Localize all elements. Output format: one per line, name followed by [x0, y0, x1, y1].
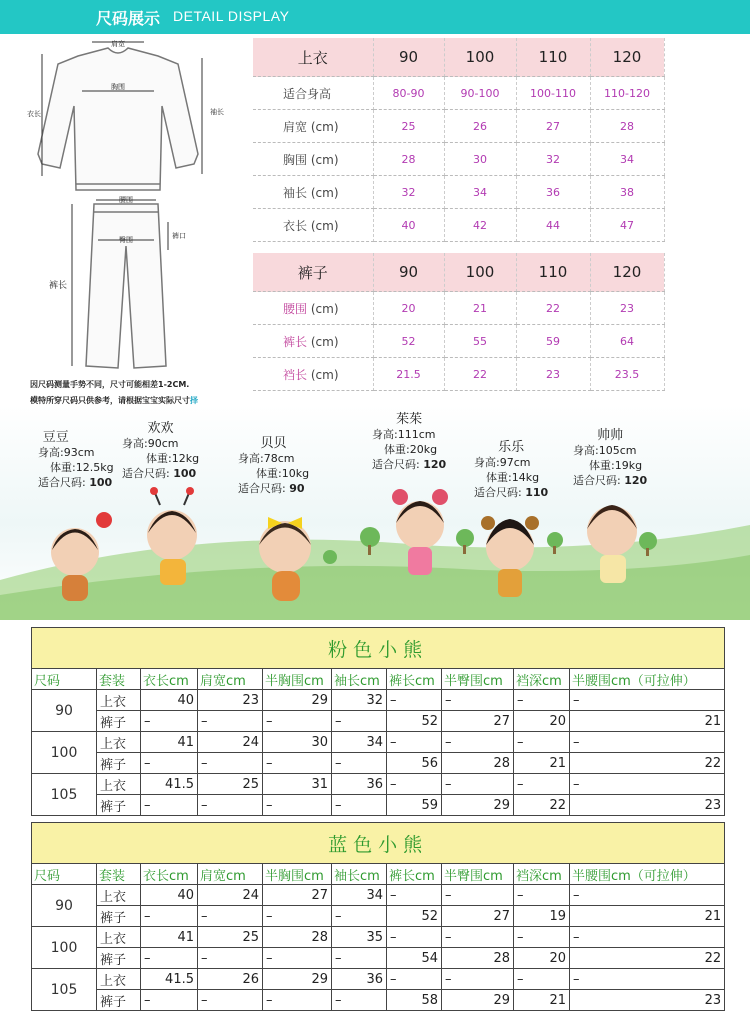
table-cell: –: [141, 753, 198, 774]
table-cell: 25: [373, 110, 444, 143]
chest-label: 胸围: [111, 83, 125, 91]
model-height: 身高:93cm: [38, 446, 95, 459]
table-cell: –: [263, 906, 332, 927]
set-type-cell: 裤子: [97, 795, 141, 816]
table-cell: 22: [516, 292, 590, 325]
table-cell: 40: [141, 885, 198, 906]
row-label: 袖长 (cm): [253, 176, 373, 209]
table-cell: –: [514, 969, 570, 990]
model-info-lele: [474, 440, 548, 500]
table-cell: –: [387, 969, 442, 990]
set-type-cell: 上衣: [97, 690, 141, 711]
model-size: 适合尺码: 100: [38, 476, 113, 489]
table-cell: –: [442, 690, 514, 711]
table-cell: 31: [263, 774, 332, 795]
table-cell: –: [442, 732, 514, 753]
model-weight: 体重:12.5kg: [50, 461, 114, 474]
table-cell: –: [263, 948, 332, 969]
model-info-doudou: [38, 430, 114, 490]
column-header: 衣长cm: [141, 864, 198, 885]
set-type-cell: 裤子: [97, 948, 141, 969]
table-cell: –: [332, 948, 387, 969]
table-cell: –: [570, 927, 725, 948]
waist-label: 腰围: [119, 196, 133, 204]
header-cell: 裤子: [253, 253, 373, 292]
model-size: 适合尺码: 90: [238, 482, 305, 495]
table-cell: –: [263, 711, 332, 732]
table-cell: 28: [442, 753, 514, 774]
table-cell: 34: [332, 732, 387, 753]
table-cell: –: [387, 774, 442, 795]
table-cell: 25: [198, 927, 263, 948]
table-row: [253, 358, 664, 391]
size-cell: 105: [32, 774, 97, 816]
table-row: [253, 325, 664, 358]
table-cell: –: [141, 711, 198, 732]
column-header: 尺码: [32, 669, 97, 690]
model-info-beibei: [238, 436, 309, 496]
table-cell: 21: [514, 753, 570, 774]
table-cell: –: [141, 795, 198, 816]
table-cell: –: [514, 885, 570, 906]
table-cell: 19: [514, 906, 570, 927]
table-cell: 29: [442, 990, 514, 1011]
table-cell: 41: [141, 732, 198, 753]
table-cell: 44: [516, 209, 590, 242]
table-cell: –: [332, 795, 387, 816]
table-cell: 28: [263, 927, 332, 948]
table-cell: 27: [442, 906, 514, 927]
table-cell: 59: [387, 795, 442, 816]
table-cell: –: [570, 969, 725, 990]
table-cell: 36: [516, 176, 590, 209]
table-cell: –: [332, 711, 387, 732]
column-header: 裤长cm: [387, 669, 442, 690]
table-cell: 22: [514, 795, 570, 816]
column-header: 袖长cm: [332, 669, 387, 690]
pink-bear-size-table: [31, 627, 725, 816]
column-header: 套装: [97, 864, 141, 885]
set-type-cell: 上衣: [97, 774, 141, 795]
pants-drawing-icon: [86, 204, 166, 368]
table-cell: 27: [516, 110, 590, 143]
model-name: 豆豆: [42, 430, 69, 445]
measurement-diagram: [20, 36, 245, 411]
table-cell: –: [141, 990, 198, 1011]
table-cell: –: [198, 753, 263, 774]
row-label: 腰围 (cm): [253, 292, 373, 325]
table-title: 蓝色小熊: [32, 823, 725, 864]
model-info-zhuzhu: [372, 412, 446, 472]
table-cell: 36: [332, 969, 387, 990]
table-row: [253, 110, 664, 143]
table-cell: 41.5: [141, 774, 198, 795]
table-cell: 36: [332, 774, 387, 795]
rise-label: 裤口: [172, 232, 186, 240]
set-type-cell: 裤子: [97, 711, 141, 732]
table-header-row: [253, 38, 664, 77]
table-cell: –: [570, 690, 725, 711]
table-cell: 21: [570, 711, 725, 732]
table-row: [32, 948, 725, 969]
note-line-1: 因尺码测量手势不同，尺寸可能相差1-2CM.: [30, 380, 190, 389]
model-size: 适合尺码: 100: [122, 467, 197, 480]
table-row: [32, 753, 725, 774]
table-cell: 21: [514, 990, 570, 1011]
table-row: [32, 885, 725, 906]
size-cell: 90: [32, 690, 97, 732]
table-cell: 23: [570, 990, 725, 1011]
table-cell: –: [514, 774, 570, 795]
section-subtitle: DETAIL DISPLAY: [173, 8, 290, 24]
table-cell: 100-110: [516, 77, 590, 110]
column-header: 衣长cm: [141, 669, 198, 690]
hip-label: 臀围: [119, 236, 133, 244]
table-cell: 32: [332, 690, 387, 711]
table-cell: 20: [514, 711, 570, 732]
model-weight: 体重:20kg: [384, 443, 438, 456]
table-cell: 55: [444, 325, 516, 358]
table-cell: 27: [442, 711, 514, 732]
table-cell: 52: [373, 325, 444, 358]
model-height: 身高:90cm: [122, 437, 179, 450]
table-cell: –: [442, 927, 514, 948]
table-cell: 54: [387, 948, 442, 969]
table-cell: –: [514, 690, 570, 711]
table-cell: 22: [570, 948, 725, 969]
row-label: 胸围 (cm): [253, 143, 373, 176]
table-cell: 22: [444, 358, 516, 391]
set-type-cell: 上衣: [97, 885, 141, 906]
column-header: 肩宽cm: [198, 669, 263, 690]
size-cell: 100: [32, 927, 97, 969]
table-cell: –: [263, 753, 332, 774]
table-cell: –: [387, 885, 442, 906]
table-cell: 26: [198, 969, 263, 990]
table-cell: –: [387, 690, 442, 711]
size-cell: 90: [32, 885, 97, 927]
table-cell: –: [198, 711, 263, 732]
note-line-2: 模特所穿尺码只供参考，请根据宝宝实际尺寸: [30, 396, 190, 405]
note-link[interactable]: 择: [190, 396, 198, 405]
table-cell: 56: [387, 753, 442, 774]
model-size: 适合尺码: 110: [474, 486, 549, 499]
column-header-row: [32, 864, 725, 885]
table-cell: 21.5: [373, 358, 444, 391]
table-cell: –: [570, 885, 725, 906]
header-cell: 90: [373, 253, 444, 292]
table-cell: 58: [387, 990, 442, 1011]
table-cell: 110-120: [590, 77, 664, 110]
table-row: [253, 292, 664, 325]
table-cell: 25: [198, 774, 263, 795]
table-cell: 64: [590, 325, 664, 358]
model-weight: 体重:10kg: [256, 467, 310, 480]
header-cell: 120: [590, 38, 664, 77]
table-cell: –: [442, 774, 514, 795]
table-cell: –: [570, 732, 725, 753]
section-title: 尺码展示: [96, 9, 161, 28]
table-cell: 59: [516, 325, 590, 358]
table-cell: –: [387, 732, 442, 753]
column-header-row: [32, 669, 725, 690]
table-cell: –: [198, 906, 263, 927]
table-cell: 21: [570, 906, 725, 927]
table-cell: 38: [590, 176, 664, 209]
table-cell: 29: [263, 690, 332, 711]
table-cell: 41: [141, 927, 198, 948]
header-cell: 100: [444, 38, 516, 77]
table-cell: 30: [444, 143, 516, 176]
model-height: 身高:105cm: [573, 444, 637, 457]
shoulder-label: 肩宽: [111, 40, 125, 48]
column-header: 半腰围cm（可拉伸）: [570, 864, 725, 885]
table-cell: 52: [387, 711, 442, 732]
model-info-shuaishuai: [573, 428, 647, 488]
table-cell: 32: [516, 143, 590, 176]
table-cell: 24: [198, 885, 263, 906]
table-cell: 30: [263, 732, 332, 753]
table-cell: 34: [444, 176, 516, 209]
table-cell: –: [263, 795, 332, 816]
top-size-table: [253, 38, 665, 242]
model-height: 身高:78cm: [238, 452, 295, 465]
table-cell: –: [198, 948, 263, 969]
table-cell: 40: [141, 690, 198, 711]
column-header: 袖长cm: [332, 864, 387, 885]
table-row: [32, 795, 725, 816]
column-header: 半腰围cm（可拉伸）: [570, 669, 725, 690]
model-weight: 体重:19kg: [589, 459, 643, 472]
table-cell: 23: [590, 292, 664, 325]
table-header-row: [253, 253, 664, 292]
table-cell: 28: [442, 948, 514, 969]
table-row: [32, 969, 725, 990]
table-cell: –: [514, 732, 570, 753]
length-label: 衣长: [27, 110, 41, 118]
table-cell: 40: [373, 209, 444, 242]
table-row: [32, 732, 725, 753]
table-row: [32, 774, 725, 795]
table-row: [32, 990, 725, 1011]
model-name: 乐乐: [498, 440, 525, 455]
size-cell: 100: [32, 732, 97, 774]
model-weight: 体重:12kg: [146, 452, 200, 465]
sleeve-label: 袖长: [210, 108, 224, 116]
table-row: [32, 927, 725, 948]
table-cell: –: [570, 774, 725, 795]
shirt-drawing-icon: [38, 48, 198, 190]
table-cell: 52: [387, 906, 442, 927]
header-cell: 90: [373, 38, 444, 77]
table-row: [32, 690, 725, 711]
table-cell: 42: [444, 209, 516, 242]
table-cell: 28: [373, 143, 444, 176]
model-weight: 体重:14kg: [486, 471, 540, 484]
set-type-cell: 上衣: [97, 927, 141, 948]
table-row: [32, 711, 725, 732]
model-height: 身高:111cm: [372, 428, 436, 441]
table-cell: 26: [444, 110, 516, 143]
table-cell: –: [141, 906, 198, 927]
table-cell: 34: [590, 143, 664, 176]
column-header: 裆深cm: [514, 864, 570, 885]
table-cell: –: [141, 948, 198, 969]
table-cell: –: [332, 753, 387, 774]
set-type-cell: 上衣: [97, 969, 141, 990]
table-row: [32, 906, 725, 927]
model-info-huanhuan: [122, 421, 199, 481]
table-cell: –: [198, 795, 263, 816]
table-cell: 27: [263, 885, 332, 906]
model-size: 适合尺码: 120: [372, 458, 447, 471]
table-cell: –: [514, 927, 570, 948]
row-label: 裆长 (cm): [253, 358, 373, 391]
pants-length-label: 裤长: [48, 281, 68, 291]
set-type-cell: 上衣: [97, 732, 141, 753]
column-header: 半胸围cm: [263, 864, 332, 885]
model-name: 贝贝: [260, 436, 287, 451]
model-height: 身高:97cm: [474, 456, 531, 469]
table-cell: 28: [590, 110, 664, 143]
table-cell: –: [198, 990, 263, 1011]
table-cell: 47: [590, 209, 664, 242]
table-cell: –: [442, 969, 514, 990]
table-cell: 20: [514, 948, 570, 969]
table-cell: 23.5: [590, 358, 664, 391]
section-header: [0, 0, 750, 34]
row-label: 裤长 (cm): [253, 325, 373, 358]
table-cell: –: [387, 927, 442, 948]
column-header: 套装: [97, 669, 141, 690]
table-cell: –: [442, 885, 514, 906]
column-header: 半臀围cm: [442, 669, 514, 690]
row-label: 肩宽 (cm): [253, 110, 373, 143]
table-cell: 23: [198, 690, 263, 711]
model-name: 茱茱: [396, 412, 423, 427]
table-cell: 23: [570, 795, 725, 816]
table-cell: 21: [444, 292, 516, 325]
table-cell: 20: [373, 292, 444, 325]
column-header: 肩宽cm: [198, 864, 263, 885]
model-name: 欢欢: [147, 421, 174, 436]
row-label: 衣长 (cm): [253, 209, 373, 242]
header-cell: 110: [516, 38, 590, 77]
column-header: 尺码: [32, 864, 97, 885]
table-row: [253, 143, 664, 176]
column-header: 半胸围cm: [263, 669, 332, 690]
table-cell: 35: [332, 927, 387, 948]
table-cell: 22: [570, 753, 725, 774]
blue-bear-size-table: [31, 822, 725, 1011]
table-row: [253, 176, 664, 209]
header-cell: 上衣: [253, 38, 373, 77]
header-cell: 110: [516, 253, 590, 292]
table-row: [253, 209, 664, 242]
table-cell: 90-100: [444, 77, 516, 110]
row-label: 适合身高: [253, 77, 373, 110]
set-type-cell: 裤子: [97, 906, 141, 927]
column-header: 裤长cm: [387, 864, 442, 885]
table-cell: 23: [516, 358, 590, 391]
size-cell: 105: [32, 969, 97, 1011]
table-title: 粉色小熊: [32, 628, 725, 669]
model-size: 适合尺码: 120: [573, 474, 648, 487]
pants-size-table: [253, 253, 665, 391]
set-type-cell: 裤子: [97, 990, 141, 1011]
table-cell: 29: [442, 795, 514, 816]
table-cell: –: [332, 906, 387, 927]
table-cell: –: [332, 990, 387, 1011]
table-cell: 80-90: [373, 77, 444, 110]
table-cell: –: [263, 990, 332, 1011]
table-cell: 29: [263, 969, 332, 990]
table-cell: 24: [198, 732, 263, 753]
set-type-cell: 裤子: [97, 753, 141, 774]
model-name: 帅帅: [597, 428, 624, 443]
table-row: [253, 77, 664, 110]
header-cell: 100: [444, 253, 516, 292]
column-header: 裆深cm: [514, 669, 570, 690]
table-cell: 41.5: [141, 969, 198, 990]
table-cell: 34: [332, 885, 387, 906]
column-header: 半臀围cm: [442, 864, 514, 885]
header-cell: 120: [590, 253, 664, 292]
table-cell: 32: [373, 176, 444, 209]
